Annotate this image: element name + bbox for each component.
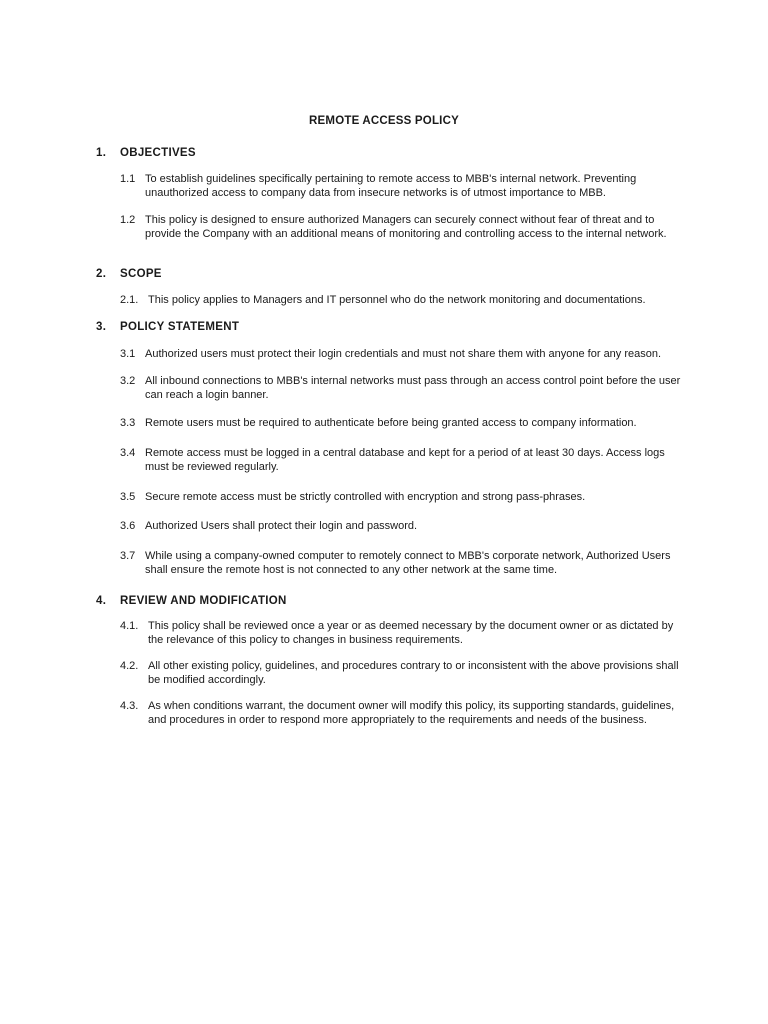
item-text: Remote access must be logged in a central database and kept for a period of at least 30 days. Access logs must be reviewed regularly. <box>145 447 665 473</box>
item-number: 4.3. <box>120 700 139 712</box>
review-item-4-3 <box>96 700 686 727</box>
list-item <box>120 294 686 308</box>
section-number: 4. <box>96 595 107 607</box>
list-item <box>120 700 686 727</box>
section-heading <box>96 267 686 281</box>
policy-item-3-3 <box>96 417 686 431</box>
list-item <box>120 660 686 687</box>
item-text: While using a company-owned computer to remotely connect to MBB's corporate network, Authorized Users shall ensure the remote host is not connected to any other network at the same time. <box>145 550 671 576</box>
policy-item-3-4 <box>96 447 686 474</box>
item-number: 1.1 <box>120 173 136 185</box>
section-scope <box>96 267 686 281</box>
section-scope-items <box>96 294 686 308</box>
item-text: Secure remote access must be strictly controlled with encryption and strong pass-phrases. <box>145 491 586 503</box>
policy-item-3-6 <box>96 520 686 534</box>
item-number: 3.4 <box>120 447 136 459</box>
item-text: As when conditions warrant, the document owner will modify this policy, its supporting standards, guidelines, and procedures in order to respond more appropriately to the requirements and needs of the business. <box>148 700 675 726</box>
item-text: This policy applies to Managers and IT personnel who do the network monitoring and documentations. <box>148 294 646 306</box>
item-list <box>120 417 686 431</box>
item-list <box>120 214 686 241</box>
section-title: SCOPE <box>120 268 162 280</box>
item-text: Authorized users must protect their login credentials and must not share them with anyone for any reason. <box>145 348 662 360</box>
section-title: REVIEW AND MODIFICATION <box>120 595 287 607</box>
item-list <box>120 660 686 687</box>
list-item <box>120 491 686 505</box>
policy-item-3-5 <box>96 491 686 505</box>
item-text: Remote users must be required to authenticate before being granted access to company information. <box>145 417 637 429</box>
item-number: 3.3 <box>120 417 136 429</box>
list-item <box>120 620 686 647</box>
list-item <box>120 520 686 534</box>
item-list <box>120 520 686 534</box>
policy-item-3-7 <box>96 550 686 577</box>
item-number: 3.7 <box>120 550 136 562</box>
item-list <box>120 700 686 727</box>
section-number: 2. <box>96 268 107 280</box>
list-item <box>120 447 686 474</box>
section-title: OBJECTIVES <box>120 147 196 159</box>
policy-item-3-1 <box>96 348 686 362</box>
section-number: 3. <box>96 321 107 333</box>
section-heading <box>96 146 686 160</box>
list-item <box>120 173 686 200</box>
item-number: 2.1. <box>120 294 139 306</box>
item-list <box>120 447 686 474</box>
list-item <box>120 375 686 402</box>
item-text: To establish guidelines specifically pertaining to remote access to MBB's internal network. Preventing unauthorized access to company data from insecure networks is of utmost importance to MBB. <box>145 173 637 199</box>
review-item-4-2 <box>96 660 686 687</box>
list-item <box>120 214 686 241</box>
item-text: This policy shall be reviewed once a year or as deemed necessary by the document owner or as dictated by the relevance of this policy to changes in business requirements. <box>148 620 674 646</box>
section-number: 1. <box>96 147 107 159</box>
item-number: 3.6 <box>120 520 136 532</box>
section-objectives <box>96 146 686 160</box>
item-number: 3.5 <box>120 491 136 503</box>
section-review-and-modification <box>96 594 686 608</box>
item-list <box>120 491 686 505</box>
item-list <box>120 550 686 577</box>
item-list <box>120 294 686 308</box>
policy-item-3-2 <box>96 375 686 402</box>
item-text: Authorized Users shall protect their login and password. <box>145 520 418 532</box>
list-item <box>120 348 686 362</box>
item-number: 4.2. <box>120 660 139 672</box>
section-heading <box>96 594 686 608</box>
item-number: 4.1. <box>120 620 139 632</box>
document-title: REMOTE ACCESS POLICY <box>309 115 459 127</box>
item-list <box>120 620 686 647</box>
item-text: All other existing policy, guidelines, and procedures contrary to or inconsistent with the above provisions shall be modified accordingly. <box>148 660 679 686</box>
section-policy-statement <box>96 320 686 334</box>
section-heading <box>96 320 686 334</box>
item-text: This policy is designed to ensure authorized Managers can securely connect without fear of threat and to provide the Company with an additional means of monitoring and controlling access to the internal network. <box>145 214 667 240</box>
item-list <box>120 348 686 362</box>
item-number: 3.1 <box>120 348 136 360</box>
item-number: 3.2 <box>120 375 136 387</box>
item-text: All inbound connections to MBB's internal networks must pass through an access control point before the user can reach a login banner. <box>145 375 681 401</box>
section-objectives-items-2 <box>96 214 686 241</box>
list-item <box>120 417 686 431</box>
section-title: POLICY STATEMENT <box>120 321 240 333</box>
review-item-4-1 <box>96 620 686 647</box>
item-list <box>120 375 686 402</box>
list-item <box>120 550 686 577</box>
item-number: 1.2 <box>120 214 136 226</box>
section-objectives-items <box>96 173 686 200</box>
item-list <box>120 173 686 200</box>
